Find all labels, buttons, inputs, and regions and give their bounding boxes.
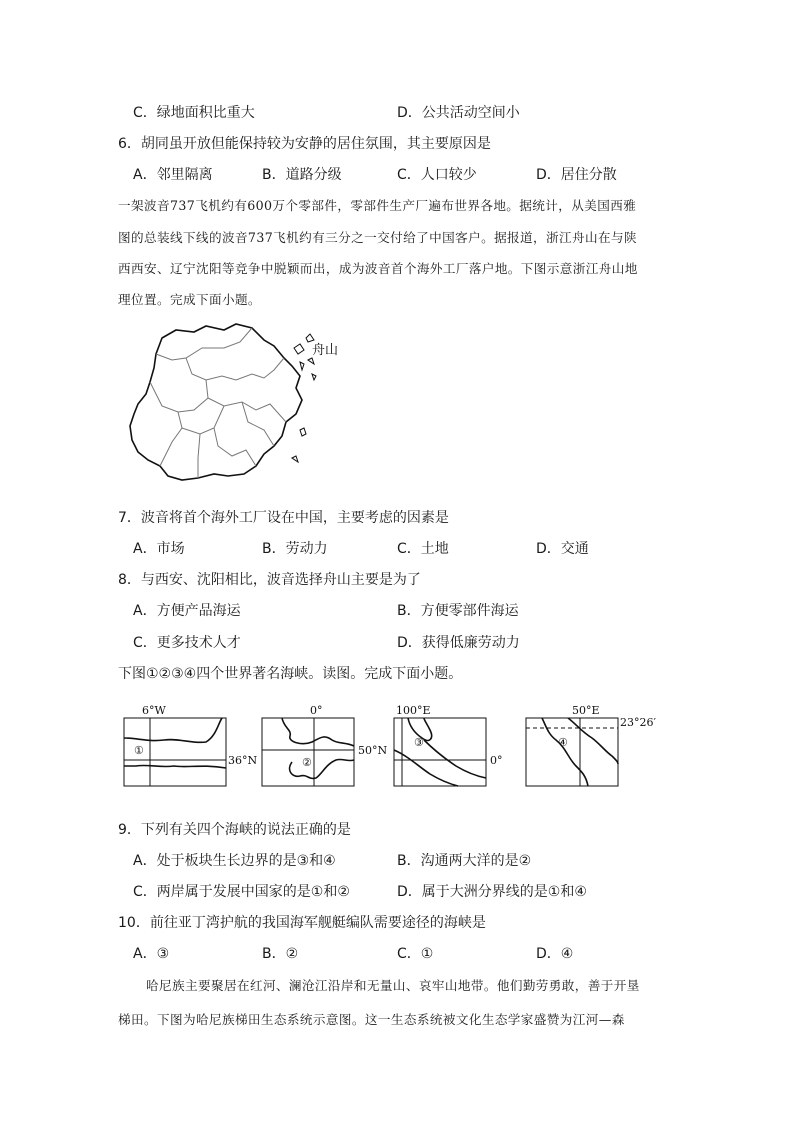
strait-1-map bbox=[124, 704, 258, 796]
q9-option-d: D．属于大洲分界线的是①和④ bbox=[397, 884, 587, 900]
q5-option-c: C．绿地面积比重大 bbox=[133, 105, 255, 121]
strait-4-latitude: 23°26′ bbox=[620, 716, 656, 729]
q7-stem: 7．波音将首个海外工厂设在中国，主要考虑的因素是 bbox=[118, 510, 449, 526]
q6-option-d: D．居住分散 bbox=[536, 167, 617, 183]
strait-1-latitude: 36°N bbox=[228, 754, 258, 767]
strait-3-longitude: 100°E bbox=[396, 704, 431, 717]
q9-option-a: A．处于板块生长边界的是③和④ bbox=[133, 853, 336, 869]
strait-2-longitude: 0° bbox=[310, 704, 323, 717]
passage1-line1: 一架波音737飞机约有600万个零部件，零部件生产厂遍布世界各地。据统计，从美国西雅 bbox=[118, 198, 637, 213]
q10-option-c: C．① bbox=[397, 946, 434, 962]
q8-stem: 8．与西安、沈阳相比，波音选择舟山主要是为了 bbox=[118, 572, 421, 588]
q8-option-c: C．更多技术人才 bbox=[133, 635, 241, 651]
strait-1-longitude: 6°W bbox=[142, 704, 166, 717]
passage2-line2: 梯田。下图为哈尼族梯田生态系统示意图。这一生态系统被文化生态学家盛赞为江河—森 bbox=[118, 1012, 625, 1027]
passage1-line2: 图的总装线下线的波音737飞机约有三分之一交付给了中国客户。据报道，浙江舟山在与陕 bbox=[118, 230, 637, 245]
q7-option-b: B．劳动力 bbox=[262, 541, 328, 557]
q6-option-b: B．道路分级 bbox=[262, 167, 342, 183]
strait-2-number: ② bbox=[302, 756, 312, 769]
strait-4-map bbox=[526, 704, 666, 796]
q7-option-a: A．市场 bbox=[133, 541, 185, 557]
q6-option-c: C．人口较少 bbox=[397, 167, 477, 183]
q8-option-d: D．获得低廉劳动力 bbox=[397, 635, 520, 651]
q6-option-a: A．邻里隔离 bbox=[133, 167, 213, 183]
q5-option-d: D．公共活动空间小 bbox=[397, 105, 520, 121]
q9-option-b: B．沟通两大洋的是② bbox=[397, 853, 532, 869]
q10-option-a: A．③ bbox=[133, 946, 170, 962]
strait-2-map bbox=[262, 704, 392, 796]
zhoushan-label: 舟山 bbox=[312, 343, 339, 358]
q8-option-b: B．方便零部件海运 bbox=[397, 603, 519, 619]
strait-1-number: ① bbox=[134, 744, 144, 757]
q7-option-c: C．土地 bbox=[397, 541, 449, 557]
q10-option-d: D．④ bbox=[536, 946, 574, 962]
q9-stem: 9．下列有关四个海峡的说法正确的是 bbox=[118, 822, 351, 838]
strait-4-longitude: 50°E bbox=[572, 704, 600, 717]
strait-2-latitude: 50°N bbox=[358, 744, 388, 757]
q10-stem: 10．前往亚丁湾护航的我国海军舰艇编队需要途径的海峡是 bbox=[118, 915, 486, 931]
passage1-line4: 理位置。完成下面小题。 bbox=[118, 292, 261, 307]
strait-3-map bbox=[394, 704, 524, 796]
strait-4-number: ④ bbox=[558, 736, 568, 749]
passage2-line1: 哈尼族主要聚居在红河、澜沧江沿岸和无量山、哀牢山地带。他们勤劳勇敢，善于开垦 bbox=[146, 978, 640, 993]
strait-3-number: ③ bbox=[414, 736, 424, 749]
q9-option-c: C．两岸属于发展中国家的是①和② bbox=[133, 884, 350, 900]
passage1-line3: 西西安、辽宁沈阳等竞争中脱颖而出，成为波音首个海外工厂落户地。下图示意浙江舟山地 bbox=[118, 261, 638, 276]
strait-3-latitude: 0° bbox=[490, 754, 503, 767]
q10-option-b: B．② bbox=[262, 946, 299, 962]
q6-stem: 6．胡同虽开放但能保持较为安静的居住氛围，其主要原因是 bbox=[118, 136, 491, 152]
q7-option-d: D．交通 bbox=[536, 541, 589, 557]
zhejiang-map bbox=[124, 318, 339, 493]
straits-intro: 下图①②③④四个世界著名海峡。读图。完成下面小题。 bbox=[118, 666, 463, 682]
q8-option-a: A．方便产品海运 bbox=[133, 603, 241, 619]
